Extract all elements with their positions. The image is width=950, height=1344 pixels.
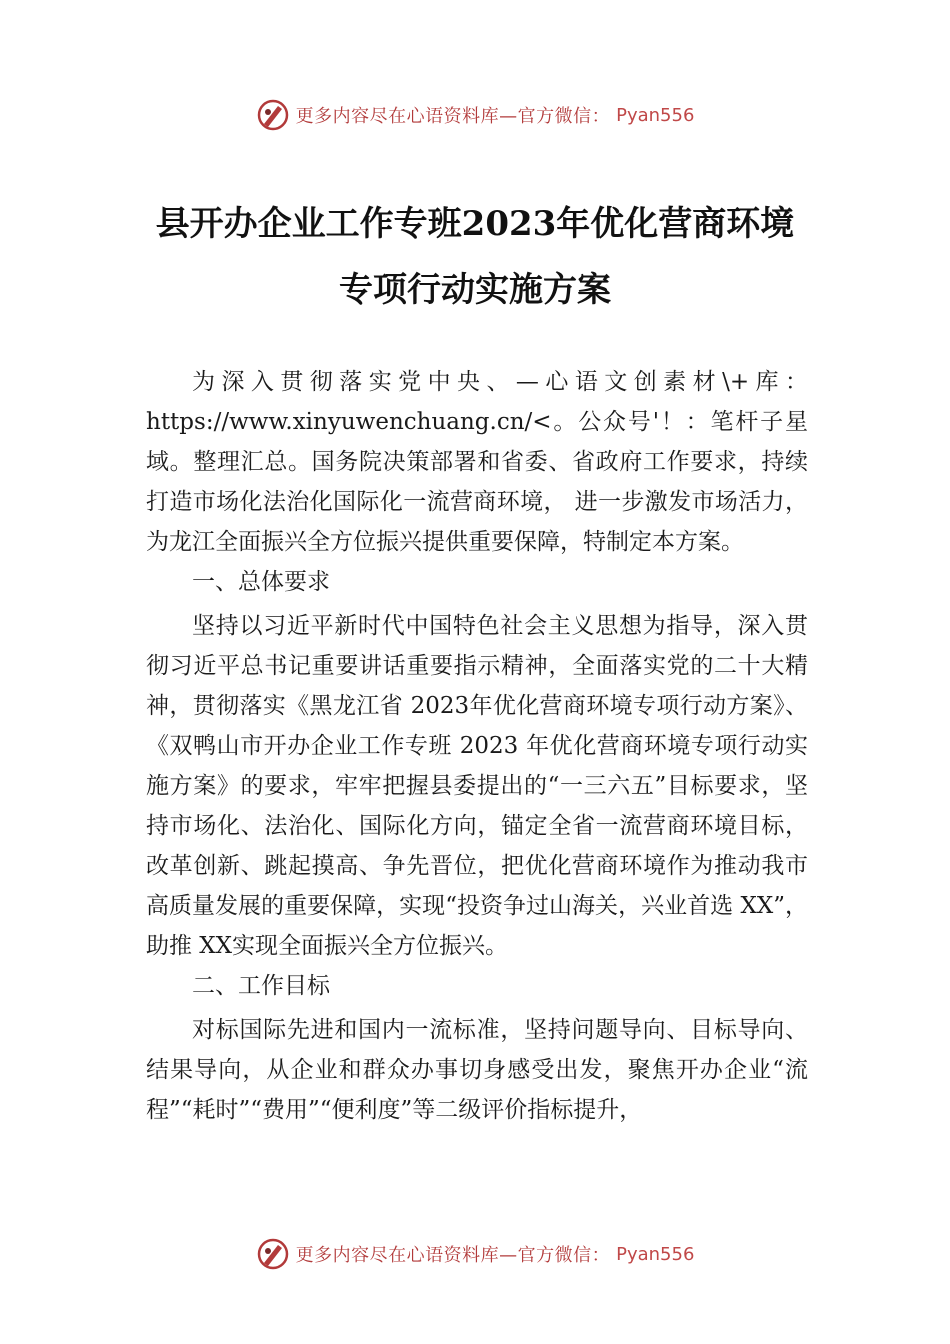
watermark-text: 更多内容尽在心语资料库—官方微信： [295, 106, 611, 127]
pen-logo-icon [256, 98, 290, 132]
watermark-header [0, 95, 950, 135]
watermark-wechat-id: Pyan556 [616, 1243, 695, 1265]
watermark-footer [0, 1234, 950, 1274]
paragraph-intro: 为深入贯彻落实党中央、—心语文创素材\+库：https://www.xinyuwenchuang.cn/<。公众号'！：笔杆子星域。整理汇总。国务院决策部署和省委、省政府工作要求，持续打造市场化法治化国际化一流营商环境， 进一步激发市场活力，为龙江全面振兴全方位振兴提供重要保障，特制定本方案。 [146, 369, 808, 555]
watermark-text: 更多内容尽在心语资料库—官方微信： [295, 1245, 611, 1266]
watermark-wechat-id: Pyan556 [616, 104, 695, 126]
section-heading-1: 一、总体要求 [192, 569, 330, 595]
document-title-line1: 县开办企业工作专班2023年优化营商环境 [155, 204, 795, 244]
section-heading-2: 二、工作目标 [192, 973, 330, 999]
paragraph-general-requirements: 坚持以习近平新时代中国特色社会主义思想为指导，深入贯彻习近平总书记重要讲话重要指示精神，全面落实党的二十大精神，贯彻落实《黑龙江省 2023年优化营商环境专项行动方案》、《双鸭山市开办企业工作专班 2023 年优化营商环境专项行动实施方案》的要求，牢牢把握县委提出的“一三六五”目标要求，坚持市场化、法治化、国际化方向，锚定全省一流营商环境目标，改革创新、跳起摸高、争先晋位，把优化营商环境作为推动我市高质量发展的重要保障，实现“投资争过山海关，兴业首选 XX”，助推 XX实现全面振兴全方位振兴。 [146, 613, 808, 959]
document-body [146, 362, 808, 1130]
pen-logo-icon [256, 1237, 290, 1271]
document-title-line2: 专项行动实施方案 [339, 270, 611, 310]
paragraph-work-goals: 对标国际先进和国内一流标准，坚持问题导向、目标导向、结果导向，从企业和群众办事切身感受出发，聚焦开办企业“流程”“耗时”“费用”“便利度”等二级评价指标提升， [146, 1017, 808, 1123]
